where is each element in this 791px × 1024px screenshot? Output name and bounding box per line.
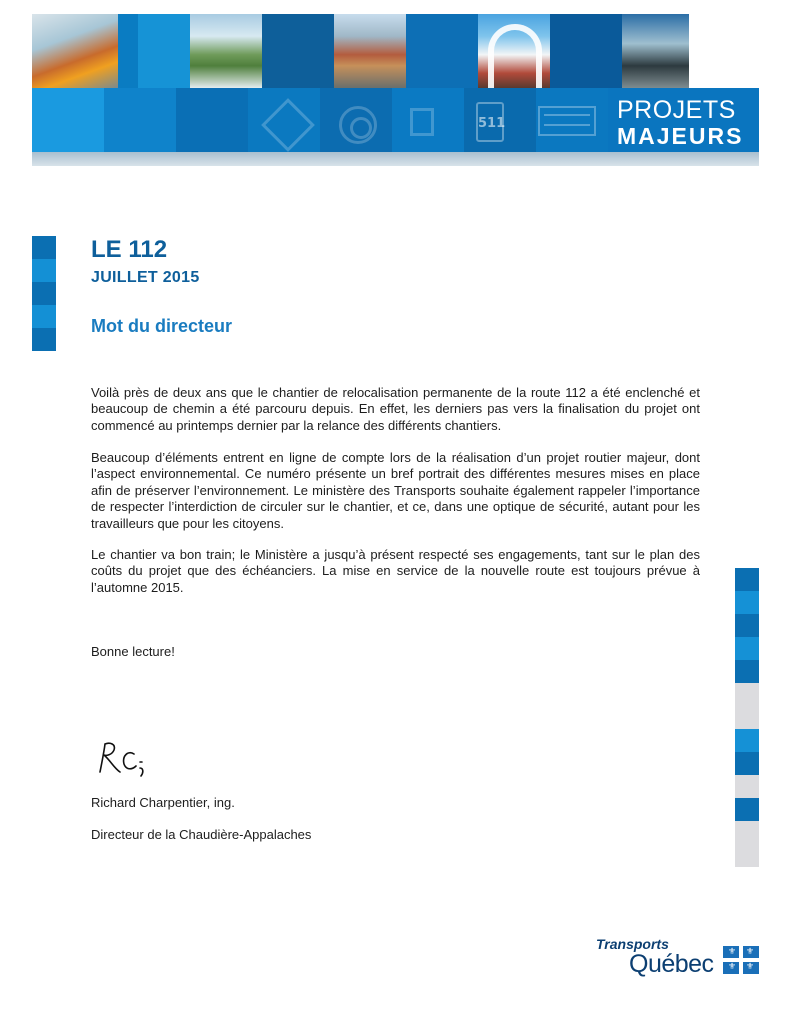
banner-shadow-rule [32, 152, 759, 166]
decor-square [32, 236, 56, 259]
511-sign-icon: 511 [476, 102, 504, 142]
decor-square [735, 775, 759, 798]
decor-square [735, 752, 759, 775]
signatory-title: Directeur de la Chaudière-Appalaches [91, 827, 312, 842]
square-sign-icon [410, 108, 434, 136]
photo-bus-bike [622, 14, 689, 88]
header-banner [32, 14, 759, 166]
decor-square [32, 259, 56, 282]
decor-square [32, 305, 56, 328]
newsletter-title: LE 112 [91, 236, 168, 263]
banner-title [617, 98, 743, 148]
decor-square [735, 729, 759, 752]
decor-square [32, 282, 56, 305]
signatory-name: Richard Charpentier, ing. [91, 795, 235, 810]
right-decorative-squares [735, 568, 759, 867]
handwritten-signature [96, 738, 152, 778]
quebec-flag-icon: ⚜ ⚜ ⚜ ⚜ [723, 946, 759, 974]
paragraph: Beaucoup d’éléments entrent en ligne de compte lors de la réalisation d’un projet routier majeur, dont l’aspect environnemental. Ce numéro présente un bref portrait des différentes mesures mises en place afin de préserver l’environnement. Le ministère des Transports souhaite également rappeler l’importance de respecter l’interdiction de circuler sur le chantier, et ce, dans une optique de sécurité, autant pour les travailleurs que pour les citoyens. [91, 450, 700, 531]
decor-square [735, 706, 759, 729]
logo-line1: Transports [596, 936, 669, 952]
decor-square [32, 328, 56, 351]
photo-bridge-arch [478, 14, 550, 88]
decor-square [735, 683, 759, 706]
photo-city [334, 14, 406, 88]
decor-square [735, 637, 759, 660]
photo-tile-blue [262, 14, 334, 88]
left-decorative-squares [32, 236, 56, 351]
decor-square [735, 821, 759, 844]
logo-line2: Québec [629, 950, 714, 978]
decor-square [735, 614, 759, 637]
paragraph: Voilà près de deux ans que le chantier de relocalisation permanente de la route 112 a été enclenché et beaucoup de chemin a été parcouru depuis. En effet, les derniers pas vers la finalisation du projet ont commencé au printemps dernier par la relance des différents chantiers. [91, 385, 700, 433]
decor-square [735, 844, 759, 867]
decor-square [735, 798, 759, 821]
transports-quebec-logo [593, 934, 763, 984]
decor-square [735, 568, 759, 591]
section-title: Mot du directeur [91, 316, 233, 336]
photo-tile-blue [138, 14, 190, 88]
decor-square [735, 591, 759, 614]
photo-tile-blue [118, 14, 138, 88]
photo-workers [32, 14, 118, 88]
photo-strip [32, 14, 759, 88]
newsletter-date: JUILLET 2015 [91, 269, 200, 286]
banner-title-line2: MAJEURS [617, 123, 744, 149]
banner-title-line1: PROJETS [617, 96, 736, 124]
paragraph: Le chantier va bon train; le Ministère a jusqu’à présent respecté ses engagements, tant sur le plan des coûts du projet que des échéanciers. La mise en service de la nouvelle route est toujours prévue à l’automne 2015. [91, 547, 700, 595]
road-sign-icon [538, 106, 596, 136]
circle-sign-icon [339, 106, 377, 144]
decor-square [735, 660, 759, 683]
closing-line: Bonne lecture! [91, 644, 175, 659]
photo-rural-road [190, 14, 262, 88]
photo-tile-blue [550, 14, 622, 88]
photo-tile-blue [406, 14, 478, 88]
